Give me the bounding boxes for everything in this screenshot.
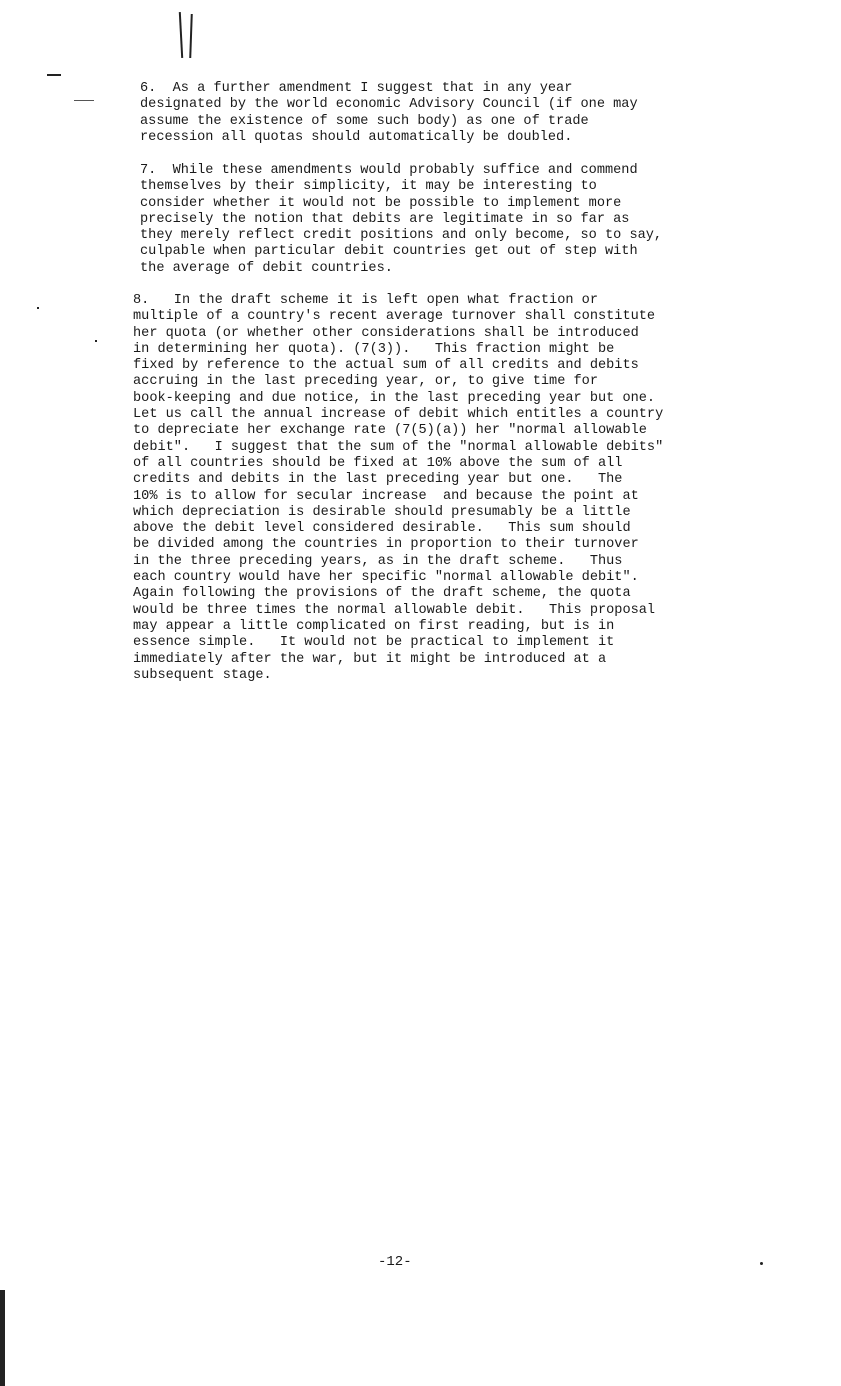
scan-dot <box>760 1262 763 1265</box>
text-line: they merely reflect credit positions and only become, so to say, <box>140 228 663 244</box>
scan-mark <box>179 12 183 58</box>
text-line: subsequent stage. <box>133 667 272 683</box>
text-line: consider whether it would not be possible to implement more <box>140 195 622 211</box>
page-number: -12- <box>378 1254 412 1270</box>
text-line: fixed by reference to the actual sum of all credits and debits <box>133 358 639 374</box>
scan-mark <box>74 100 94 101</box>
text-line: book-keeping and due notice, in the last preceding year but one. <box>133 390 656 406</box>
text-line: in the three preceding years, as in the draft scheme. Thus <box>133 553 623 569</box>
scan-mark <box>189 14 193 58</box>
text-line: may appear a little complicated on first reading, but is in <box>133 618 615 634</box>
text-line: 6. As a further amendment I suggest that in any year <box>140 81 573 96</box>
text-line: in determining her quota). (7(3)). This fraction might be <box>133 341 615 357</box>
text-line: multiple of a country's recent average turnover shall constitute <box>133 309 656 325</box>
text-line: credits and debits in the last preceding year but one. The <box>133 472 623 488</box>
text-line: essence simple. It would not be practical to implement it <box>133 635 615 651</box>
text-line: culpable when particular debit countries get out of step with <box>140 244 638 260</box>
text-line: of all countries should be fixed at 10% above the sum of all <box>133 455 623 471</box>
text-line: Let us call the annual increase of debit which entitles a country <box>133 407 664 423</box>
text-line: immediately after the war, but it might be introduced at a <box>133 651 607 667</box>
text-line: 8. In the draft scheme it is left open what fraction or <box>133 293 598 308</box>
text-line: 10% is to allow for secular increase and because the point at <box>133 488 639 504</box>
scan-mark <box>47 74 61 76</box>
paragraph-7 <box>140 163 800 277</box>
paragraph-8 <box>133 293 793 684</box>
text-line: recession all quotas should automatically be doubled. <box>140 129 573 145</box>
text-line: assume the existence of some such body) as one of trade <box>140 113 589 129</box>
text-line: accruing in the last preceding year, or, to give time for <box>133 374 598 390</box>
text-line: to depreciate her exchange rate (7(5)(a)) her "normal allowable <box>133 423 647 439</box>
paragraph-6 <box>140 81 800 146</box>
scan-dot <box>95 340 97 342</box>
scan-dot <box>37 307 39 309</box>
text-line: 7. While these amendments would probably suffice and commend <box>140 163 638 178</box>
text-line: the average of debit countries. <box>140 260 393 276</box>
text-line: would be three times the normal allowable debit. This proposal <box>133 602 656 618</box>
text-line: above the debit level considered desirable. This sum should <box>133 521 631 537</box>
text-line: precisely the notion that debits are legitimate in so far as <box>140 211 630 227</box>
text-line: each country would have her specific "normal allowable debit". <box>133 570 639 586</box>
text-line: which depreciation is desirable should presumably be a little <box>133 504 631 520</box>
scan-edge-mark <box>0 1290 5 1386</box>
text-line: designated by the world economic Advisory Council (if one may <box>140 97 638 113</box>
text-line: her quota (or whether other considerations shall be introduced <box>133 325 639 341</box>
text-line: Again following the provisions of the draft scheme, the quota <box>133 586 631 602</box>
text-line: be divided among the countries in proportion to their turnover <box>133 537 639 553</box>
text-line: debit". I suggest that the sum of the "normal allowable debits" <box>133 439 664 455</box>
text-line: themselves by their simplicity, it may be interesting to <box>140 179 597 195</box>
